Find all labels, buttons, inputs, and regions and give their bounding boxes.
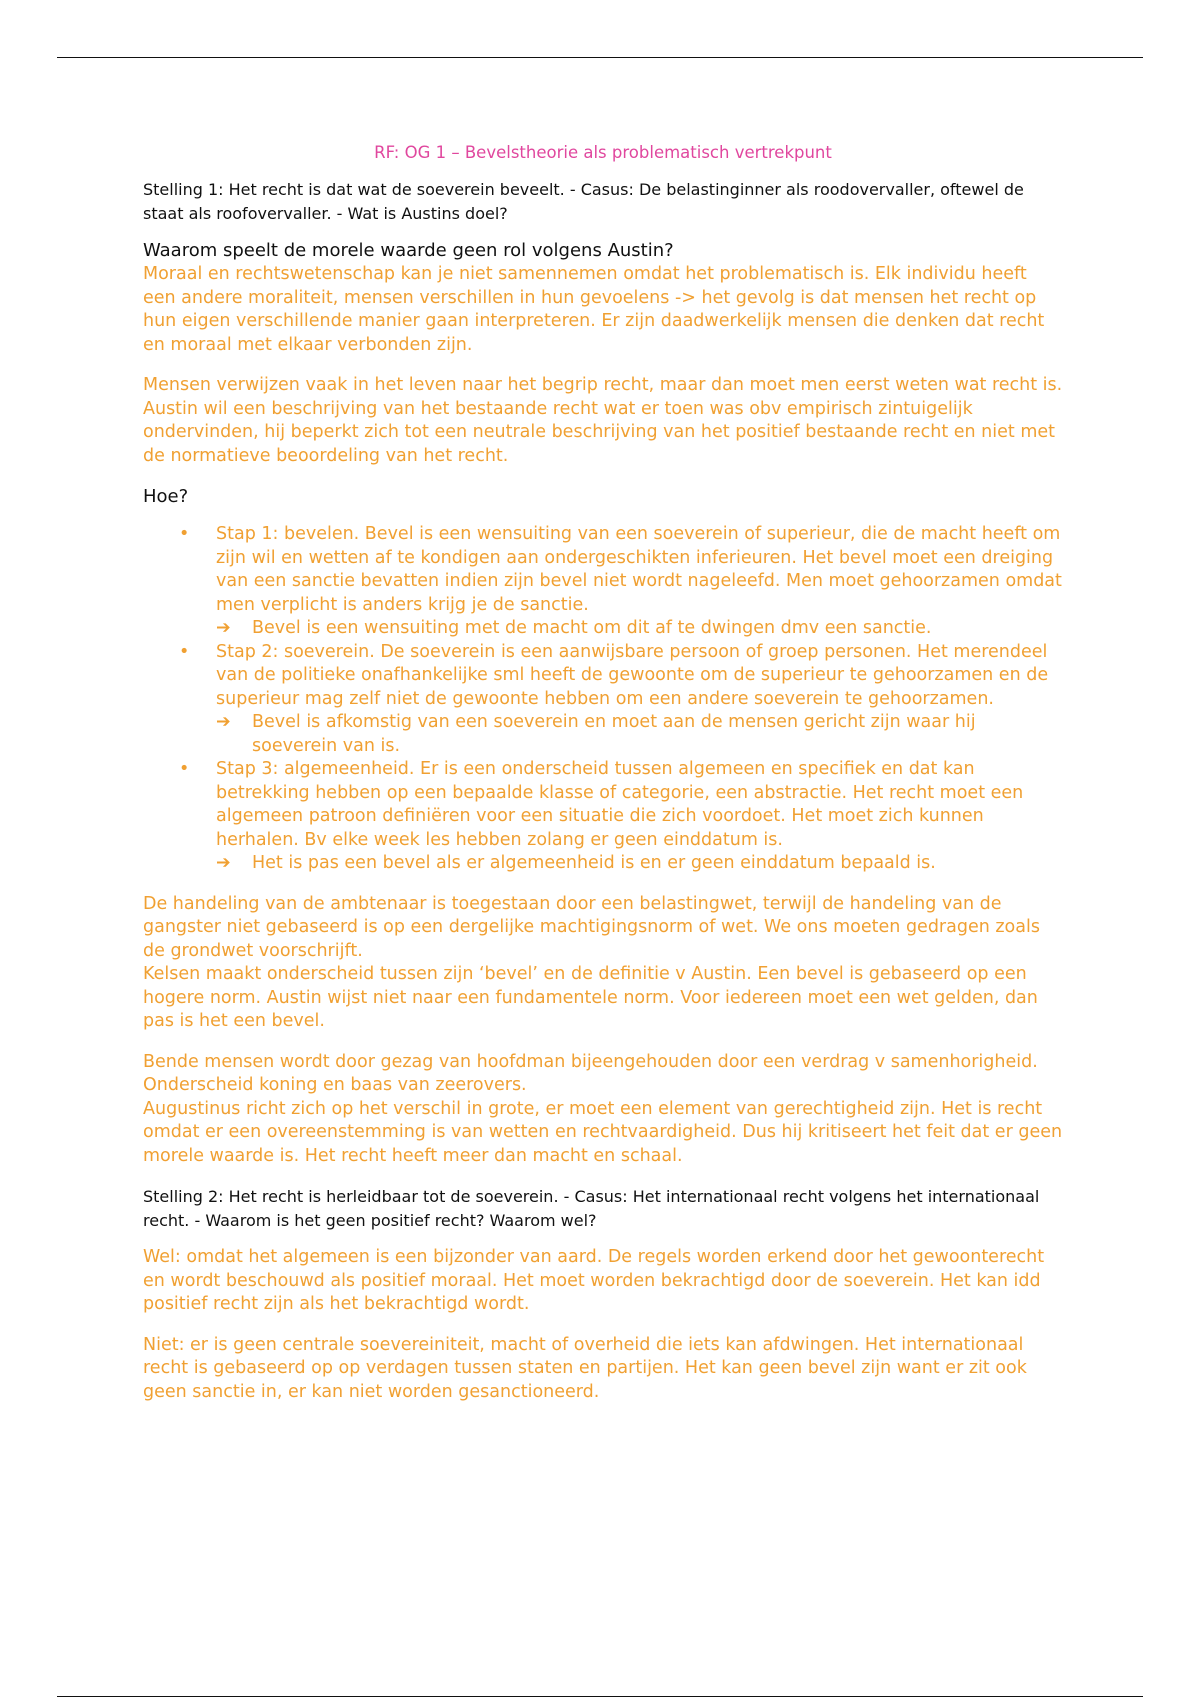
question-morele-waarde: Waarom speelt de morele waarde geen rol volgens Austin? [143, 240, 674, 261]
paragraph-wel: Wel: omdat het algemeen is een bijzonder van aard. De regels worden erkend door het gewoonterecht en wordt beschouwd als positief moraal. Het moet worden bekrachtigd door de soeverein. Het kan idd positief recht zijn als het bekrachtigd wordt. [143, 1247, 1045, 1314]
step-text: Stap 1: bevelen. Bevel is een wensuiting van een soeverein of superieur, die de macht heeft om zijn wil en wetten af te kondigen aan ondergeschikten inferieuren. Het bevel moet een dreiging van een sanctie bevatten indien zijn bevel niet wordt nageleefd. Men moet gehoorzamen omdat men verplicht is anders krijg je de sanctie. [216, 524, 1062, 615]
bullet-icon: • [179, 759, 190, 779]
arrow-right-icon: ➔ [216, 712, 231, 732]
paragraph-augustinus [143, 1051, 1063, 1169]
arrow-right-icon: ➔ [216, 853, 231, 873]
paragraph-line: Kelsen maakt onderscheid tussen zijn ‘bevel’ en de definitie v Austin. Een bevel is gebaseerd op een hogere norm. Austin wijst niet naar een fundamentele norm. Voor iedereen moet een wet gelden, dan pas is het een bevel. [143, 964, 1038, 1031]
paragraph-line: Bende mensen wordt door gezag van hoofdman bijeengehouden door een verdrag v samenhorigheid. Onderscheid koning en baas van zeerovers. [143, 1051, 1038, 1095]
step-conclusion-text: Bevel is afkomstig van een soeverein en moet aan de mensen gericht zijn waar hij soeverein van is. [252, 712, 976, 756]
arrow-right-icon: ➔ [216, 618, 231, 638]
list-item-stap-3 [143, 758, 1063, 876]
stelling-2: Stelling 2: Het recht is herleidbaar tot de soeverein. - Casus: Het internationaal recht volgens het internationaal recht. - Waarom is het geen positief recht? Waarom wel? [143, 1187, 1040, 1230]
paragraph-line: De handeling van de ambtenaar is toegestaan door een belastingwet, terwijl de handeling van de gangster niet gebaseerd is op een dergelijke machtigingsnorm of wet. We ons moeten gedragen zoals de grondwet voorschrijft. [143, 893, 1040, 961]
paragraph-line: Augustinus richt zich op het verschil in grote, er moet een element van gerechtigheid zijn. Het is recht omdat er een overeenstemming is van wetten en rechtvaardigheid. Dus hij kritiseert het feit dat er geen morele waarde is. Het recht heeft meer dan macht en schaal. [143, 1098, 1063, 1166]
step-conclusion-text: Het is pas een bevel als er algemeenheid is en er geen einddatum bepaald is. [252, 853, 936, 873]
paragraph-niet: Niet: er is geen centrale soevereiniteit, macht of overheid die iets kan afdwingen. Het internationaal recht is gebaseerd op op verdagen tussen staten en partijen. Het kan geen bevel zijn want er zit ook geen sanctie in, er kan niet worden gesanctioneerd. [143, 1334, 1027, 1402]
step-conclusion-text: Bevel is een wensuiting met de macht om dit af te dwingen dmv een sanctie. [252, 618, 932, 638]
document-body [143, 140, 1063, 1421]
bottom-rule [57, 1696, 1143, 1697]
paragraph-moraal: Moraal en rechtswetenschap kan je niet samennemen omdat het problematisch is. Elk individu heeft een andere moraliteit, mensen verschillen in hun gevoelens -> het gevolg is dat mensen het recht op hun eigen verschillende manier gaan interpreteren. Er zijn daadwerkelijk mensen die denken dat recht en moraal met elkaar verbonden zijn. [143, 264, 1045, 355]
bullet-icon: • [179, 641, 190, 662]
paragraph-austin-beschrijving: Mensen verwijzen vaak in het leven naar het begrip recht, maar dan moet men eerst weten wat recht is. Austin wil een beschrijving van het bestaande recht wat er toen was obv empirisch zintuigelijk ondervinden, hij beperkt zich tot een neutrale beschrijving van het positief bestaande recht en niet met de normatieve beoordeling van het recht. [143, 375, 1063, 466]
step-conclusion [216, 711, 1063, 758]
step-conclusion [216, 617, 1063, 641]
step-conclusion [216, 852, 1063, 876]
top-rule [57, 57, 1143, 58]
step-text: Stap 2: soeverein. De soeverein is een aanwijsbare persoon of groep personen. Het merendeel van de politieke onafhankelijke sml heeft de gewoonte om de superieur te gehoorzamen en de superieur mag zelf niet de gewoonte hebben om een andere soeverein te gehoorzamen. [216, 641, 1049, 709]
document-title: RF: OG 1 – Bevelstheorie als problematisch vertrekpunt [374, 143, 832, 162]
stelling-1: Stelling 1: Het recht is dat wat de soeverein beveelt. - Casus: De belastinginner als roodovervaller, oftewel de staat als roofovervaller. - Wat is Austins doel? [143, 180, 1024, 223]
list-item-stap-1 [143, 523, 1063, 641]
bullet-icon: • [179, 524, 190, 544]
list-item-stap-2 [143, 641, 1063, 759]
steps-list [143, 523, 1063, 876]
step-text: Stap 3: algemeenheid. Er is een onderscheid tussen algemeen en specifiek en dat kan betrekking hebben op een bepaalde klasse of categorie, een abstractie. Het recht moet een algemeen patroon definiëren voor een situatie die zich voordoet. Het moet zich kunnen herhalen. Bv elke week les hebben zolang er geen einddatum is. [216, 759, 1024, 850]
paragraph-kelsen [143, 893, 1063, 1034]
question-hoe: Hoe? [143, 486, 189, 507]
